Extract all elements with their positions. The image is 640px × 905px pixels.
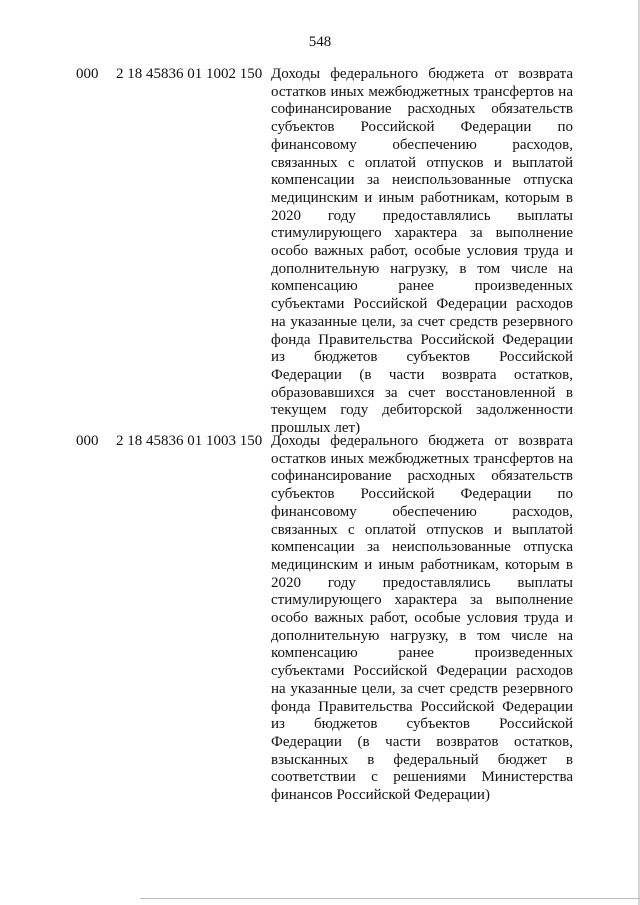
description-line: фонда Правительства Российской Федерации (271, 331, 573, 348)
kbk-code: 2 18 45836 01 1002 150 (116, 66, 263, 82)
description-line: медицинским и иным работникам, которым в (271, 189, 573, 206)
scan-edge (140, 898, 640, 899)
description-line: остатков иных межбюджетных трансфертов на (271, 450, 573, 467)
description-line: финансовому обеспечению расходов, (271, 503, 573, 520)
description-line: дополнительную нагрузку, в том числе на (271, 627, 573, 644)
description-line: из бюджетов субъектов Российской (271, 716, 573, 733)
description-line: субъектами Российской Федерации расходов (271, 663, 573, 680)
description-line: финансов Российской Федерации) (271, 787, 490, 804)
description-line: Доходы федерального бюджета от возврата (271, 66, 573, 82)
description-line: на указанные цели, за счет средств резервного (271, 313, 573, 330)
description-line: субъектами Российской Федерации расходов (271, 296, 573, 313)
description-line: стимулирующего характера за выполнение (271, 225, 573, 242)
description-line: на указанные цели, за счет средств резервного (271, 680, 573, 697)
description-line: финансовому обеспечению расходов, (271, 136, 573, 153)
description-line: софинансирование расходных обязательств (271, 101, 573, 118)
description-line: медицинским и иным работникам, которым в (271, 556, 573, 573)
description-line: субъектов Российской Федерации по (271, 486, 573, 503)
page-number: 548 (308, 34, 332, 50)
admin-code: 000 (76, 433, 99, 449)
description-line: текущем году дебиторской задолженности (271, 402, 573, 419)
description-line: компенсацию ранее произведенных (271, 278, 573, 295)
description-line: субъектов Российской Федерации по (271, 119, 573, 136)
description-line: прошлых лет) (271, 420, 361, 437)
description-line: компенсацию ранее произведенных (271, 645, 573, 662)
entry-description (271, 66, 573, 438)
description-line: связанных с оплатой отпусков и выплатой (271, 154, 573, 171)
description-line: фонда Правительства Российской Федерации (271, 698, 573, 715)
description-line: стимулирующего характера за выполнение (271, 592, 573, 609)
description-line: Федерации (в части возврата остатков, (271, 366, 573, 383)
admin-code: 000 (76, 66, 99, 82)
description-line: Доходы федерального бюджета от возврата (271, 433, 573, 449)
description-line: взысканных в федеральный бюджет в (271, 751, 573, 768)
description-line: из бюджетов субъектов Российской (271, 349, 573, 366)
description-line: образовавшихся за счет восстановленной в (271, 384, 573, 401)
description-line: особо важных работ, особые условия труда и (271, 610, 573, 627)
description-line: Федерации (в части возвратов остатков, (271, 733, 573, 750)
description-line: компенсации за неиспользованные отпуска (271, 172, 573, 189)
description-line: софинансирование расходных обязательств (271, 468, 573, 485)
description-line: 2020 году предоставлялись выплаты (271, 574, 573, 591)
description-line: соответствии с решениями Министерства (271, 769, 573, 786)
description-line: компенсации за неиспользованные отпуска (271, 539, 573, 556)
description-line: остатков иных межбюджетных трансфертов на (271, 83, 573, 100)
entry-description (271, 433, 573, 805)
description-line: дополнительную нагрузку, в том числе на (271, 260, 573, 277)
description-line: 2020 году предоставлялись выплаты (271, 207, 573, 224)
kbk-code: 2 18 45836 01 1003 150 (116, 433, 263, 449)
description-line: связанных с оплатой отпусков и выплатой (271, 521, 573, 538)
description-line: особо важных работ, особые условия труда и (271, 243, 573, 260)
